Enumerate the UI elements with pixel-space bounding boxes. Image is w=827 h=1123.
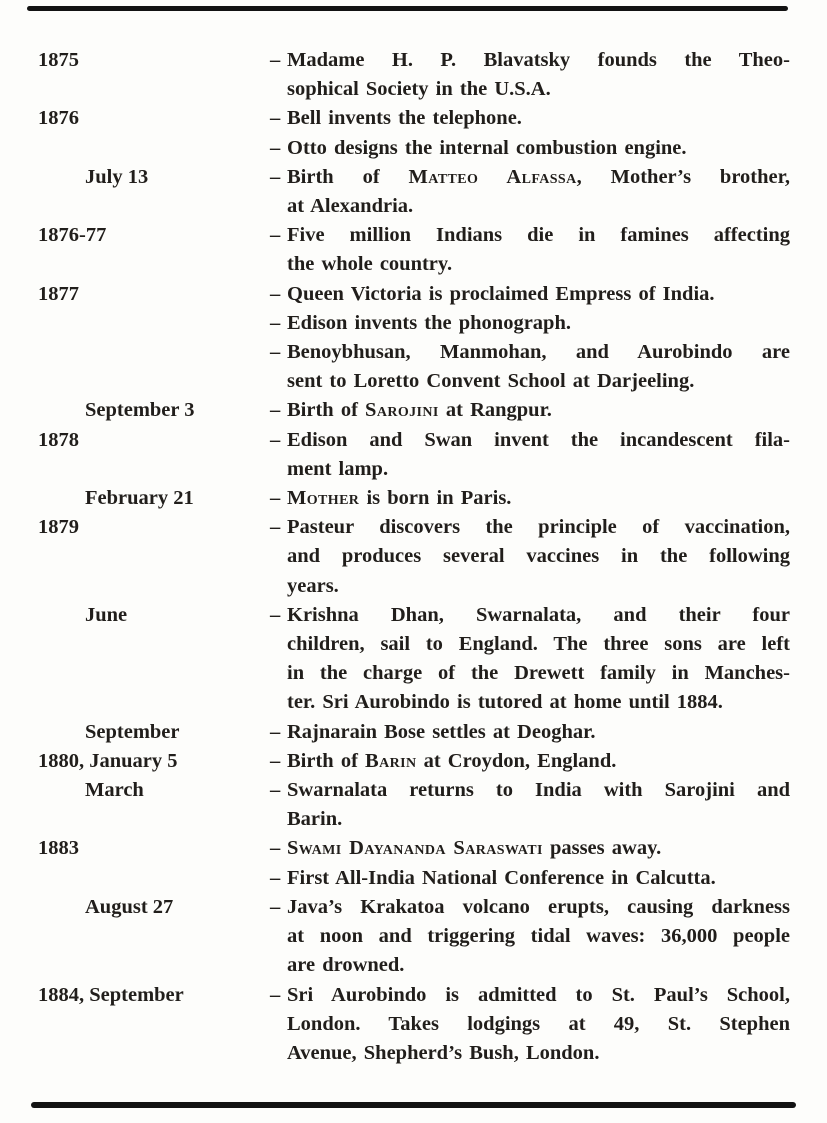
chronology-entry: [38, 104, 790, 133]
entry-text-line: [287, 776, 790, 805]
entry-date: 1879: [38, 516, 79, 539]
bottom-rule: [31, 1102, 796, 1108]
entry-text-segment: at Alexandria.: [287, 195, 414, 218]
chronology-list: [38, 46, 790, 1068]
entry-text-segment: sent to Loretto Convent School at Darjeeling.: [287, 370, 695, 393]
entry-text-segment: Avenue, Shepherd’s Bush, London.: [287, 1041, 600, 1064]
dash-marker: –: [270, 866, 281, 889]
chronology-entry: [85, 718, 790, 747]
entry-text-line: [287, 280, 790, 309]
entry-text-line: [287, 922, 790, 951]
chronology-entry: [85, 601, 790, 718]
entry-date: 1875: [38, 49, 79, 71]
entry-text-line: [287, 75, 790, 104]
dash-marker: –: [270, 837, 281, 860]
entry-text-line: [287, 367, 790, 396]
entry-date: 1878: [38, 428, 79, 451]
entry-text-line: [287, 309, 790, 338]
dash-marker: –: [270, 749, 281, 772]
entry-text-segment: Rajnarain Bose settles at Deoghar.: [287, 720, 596, 743]
entry-text-line: [287, 1010, 790, 1039]
entry-text-line: [287, 542, 790, 571]
entry-text-line: [287, 572, 790, 601]
entry-text-line: [287, 747, 790, 776]
entry-text-line: [287, 426, 790, 455]
top-rule: [27, 6, 788, 11]
chronology-entry: [85, 396, 790, 425]
entry-text-segment: are drowned.: [287, 954, 405, 977]
entry-text-line: [287, 221, 790, 250]
dash-marker: –: [270, 516, 281, 539]
entry-text-segment: Five million Indians die in famines affecting: [287, 224, 790, 247]
entry-text-segment: years.: [287, 574, 339, 597]
entry-date: 1880, January 5: [38, 749, 178, 772]
entry-text-line: [287, 864, 790, 893]
entry-text-segment: in the charge of the Drewett family in Manches-: [287, 662, 790, 685]
entry-text-segment: ment lamp.: [287, 457, 389, 480]
small-caps-name: Sarojini: [365, 399, 439, 422]
entry-text-line: [287, 951, 790, 980]
chronology-entry: [38, 513, 790, 601]
entry-text-segment: Pasteur discovers the principle of vaccination,: [287, 516, 790, 539]
small-caps-name: Swami Dayananda Saraswati: [287, 837, 543, 860]
chronology-entry: [38, 747, 790, 776]
entry-text-line: [287, 455, 790, 484]
chronology-entry: [270, 338, 790, 396]
entry-date: 1884, September: [38, 983, 184, 1006]
entry-date: 1876-77: [38, 224, 107, 247]
entry-date: June: [85, 603, 128, 626]
entry-text-segment: the whole country.: [287, 253, 453, 276]
entry-text-segment: Sri Aurobindo is admitted to St. Paul’s School,: [287, 983, 790, 1006]
chronology-entry: [85, 893, 790, 981]
chronology-entry: [38, 221, 790, 279]
entry-text-segment: at Rangpur.: [438, 399, 552, 422]
chronology-entry: [38, 46, 790, 104]
entry-text-line: [287, 250, 790, 279]
entry-text-line: [287, 718, 790, 747]
small-caps-name: Barin: [365, 749, 417, 772]
entry-text-line: [287, 396, 790, 425]
entry-text-segment: , Mother’s brother,: [576, 165, 790, 188]
entry-text-line: [287, 513, 790, 542]
entry-text-segment: and produces several vaccines in the following: [287, 545, 790, 568]
entry-text-line: [287, 46, 790, 75]
entry-text-line: [287, 805, 790, 834]
entry-text-segment: Birth of: [287, 749, 366, 772]
entry-text-line: [287, 134, 790, 163]
entry-text-segment: Barin.: [287, 808, 343, 831]
entry-text-line: [287, 834, 790, 863]
entry-text-segment: Edison and Swan invent the incandescent fila-: [287, 428, 790, 451]
chronology-entry: [38, 981, 790, 1069]
dash-marker: –: [270, 428, 281, 451]
dash-marker: –: [270, 224, 281, 247]
chronology-entry: [270, 864, 790, 893]
entry-date: 1883: [38, 837, 79, 860]
entry-text-line: [287, 981, 790, 1010]
entry-text-line: [287, 104, 790, 133]
dash-marker: –: [270, 399, 281, 422]
entry-text-segment: passes away.: [542, 837, 662, 860]
dash-marker: –: [270, 107, 281, 130]
entry-text-segment: ter. Sri Aurobindo is tutored at home until 1884.: [287, 691, 723, 714]
dash-marker: –: [270, 603, 281, 626]
entry-text-line: [287, 688, 790, 717]
chronology-entry: [38, 280, 790, 309]
dash-marker: –: [270, 487, 281, 510]
small-caps-name: Mother: [287, 487, 360, 510]
entry-date: July 13: [85, 165, 149, 188]
entry-text-segment: Otto designs the internal combustion engine.: [287, 136, 687, 159]
entry-text-segment: Birth of: [287, 165, 409, 188]
dash-marker: –: [270, 779, 281, 802]
entry-text-segment: children, sail to England. The three sons are left: [287, 633, 790, 656]
entry-text-line: [287, 192, 790, 221]
chronology-entry: [270, 309, 790, 338]
entry-text-line: [287, 601, 790, 630]
dash-marker: –: [270, 49, 281, 71]
entry-date: 1876: [38, 107, 79, 130]
entry-text-segment: is born in Paris.: [359, 487, 512, 510]
entry-text-segment: Edison invents the phonograph.: [287, 311, 571, 334]
chronology-entry: [38, 834, 790, 863]
entry-date: 1877: [38, 282, 79, 305]
chronology-entry: [270, 134, 790, 163]
dash-marker: –: [270, 720, 281, 743]
entry-text-line: [287, 338, 790, 367]
entry-date: September 3: [85, 399, 195, 422]
dash-marker: –: [270, 341, 281, 364]
dash-marker: –: [270, 983, 281, 1006]
entry-text-segment: at Croydon, England.: [416, 749, 617, 772]
entry-text-segment: Benoybhusan, Manmohan, and Aurobindo are: [287, 341, 790, 364]
chronology-entry: [38, 426, 790, 484]
dash-marker: –: [270, 136, 281, 159]
entry-text-segment: Bell invents the telephone.: [287, 107, 522, 130]
entry-text-line: [287, 893, 790, 922]
entry-text-line: [287, 1039, 790, 1068]
entry-text-segment: Krishna Dhan, Swarnalata, and their four: [287, 603, 790, 626]
entry-date: September: [85, 720, 180, 743]
chronology-entry: [85, 776, 790, 834]
dash-marker: –: [270, 895, 281, 918]
dash-marker: –: [270, 311, 281, 334]
entry-text-line: [287, 630, 790, 659]
entry-date: March: [85, 779, 144, 802]
entry-text-segment: Birth of: [287, 399, 366, 422]
entry-text-segment: Queen Victoria is proclaimed Empress of India.: [287, 282, 715, 305]
entry-text-segment: Java’s Krakatoa volcano erupts, causing darkness: [287, 895, 790, 918]
entry-text-segment: sophical Society in the U.S.A.: [287, 78, 551, 101]
entry-text-line: [287, 659, 790, 688]
small-caps-name: Matteo Alfassa: [408, 165, 577, 188]
entry-text-segment: at noon and triggering tidal waves: 36,000 people: [287, 925, 790, 948]
entry-text-segment: Swarnalata returns to India with Sarojini and: [287, 779, 790, 802]
entry-text-line: [287, 163, 790, 192]
dash-marker: –: [270, 165, 281, 188]
chronology-entry: [85, 163, 790, 221]
entry-date: August 27: [85, 895, 174, 918]
entry-text-line: [287, 484, 790, 513]
entry-text-segment: Madame H. P. Blavatsky founds the Theo-: [287, 49, 790, 71]
entry-text-segment: London. Takes lodgings at 49, St. Stephen: [287, 1012, 790, 1035]
dash-marker: –: [270, 282, 281, 305]
chronology-entry: [85, 484, 790, 513]
entry-text-segment: First All-India National Conference in Calcutta.: [287, 866, 716, 889]
entry-date: February 21: [85, 487, 194, 510]
